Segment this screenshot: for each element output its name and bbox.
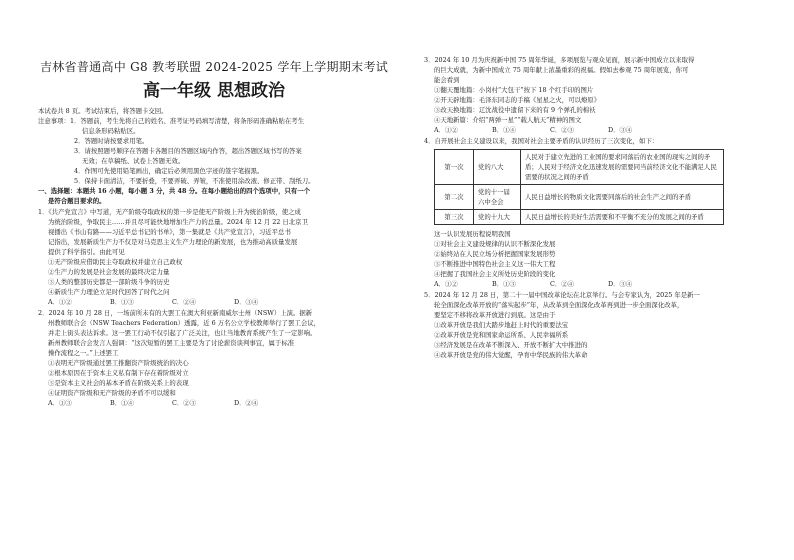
option-item: ④把握了我国社会主义所处历史阶段的变化	[434, 270, 556, 278]
question-stem-line: 3．2024 年 10 月为庆祝新中国 75 周年华诞，多项展览与观众见面，展示新中国成立以来取得	[424, 56, 695, 64]
question-stem-line: 并走上街头表达诉求。这一罢工行动不仅引起了广泛关注，也让当地教育系统产生了一定影响。	[48, 329, 317, 337]
table-cell: 人民日益增长的物质文化需要同落后的社会生产之间的矛盾	[521, 185, 724, 210]
table-cell: 第二次	[435, 185, 474, 210]
table-cell: 党的十一届六中全会	[474, 185, 521, 210]
choice-d: D．③④	[608, 280, 633, 288]
choice-b: B．①④	[492, 126, 516, 134]
option-item: ③经济发展是在改革不断深入、开放不断扩大中推进的	[434, 341, 588, 349]
answer-choices	[38, 398, 390, 408]
option-item: ②根本原因在于资本主义私有制下存在着阶级对立	[48, 369, 189, 377]
option-item: ②开天辟地篇：毛泽东同志的手稿《星星之火，可以燎原》	[434, 96, 601, 104]
option-item: ②生产力的发展是社会发展的最终决定力量	[48, 268, 170, 276]
choice-a: A．①②	[434, 126, 458, 134]
table-cell: 第一次	[435, 150, 474, 185]
question-1	[38, 207, 390, 307]
question-lead: 这一认识发展历程说明我国	[434, 230, 511, 238]
question-stem-line: 新州教师联合会发言人强调：“这次短暂的罢工主要是为了讨论薪资谈判事宜，属于标准	[48, 339, 295, 347]
choice-d: D．③④	[608, 126, 633, 134]
option-item: ②改革开放是党和国家命运所系、人民幸福所系	[434, 331, 569, 339]
note-line: 5．保持卡面清洁，不要折叠，不要弄破、弄皱，不准使用涂改液、修正带、刮纸刀。	[74, 177, 315, 185]
question-stem-line: 1．《共产党宣言》中写道，无产阶级夺取政权的第一步是使无产阶级上升为统治阶级，使之成	[38, 208, 301, 216]
notes-block	[38, 116, 390, 126]
question-stem-line: 2．2024 年 10 月 28 日，一场前所未有的大罢工在澳大利亚新南威尔士州（NSW）上演。据新	[38, 309, 313, 317]
choice-b: B．①④	[110, 399, 134, 407]
choice-a: A．①③	[48, 399, 72, 407]
question-stem-line: 轮全面深化改革开放的“落实起步”年，从改革到全面深化改革再到进一步全面深化改革，	[434, 301, 684, 309]
right-column	[424, 54, 768, 360]
question-stem-line: 的巨大成就，为新中国成立 75 周年献上浓墨重彩的祝福。假如去参观 75 周年展览，你可	[434, 66, 689, 74]
note-line: 3．请按照题号顺序在答题卡各题目的答题区域内作答，超出答题区域书写的答案	[74, 147, 302, 155]
option-item: ④改革开放是党的伟大觉醒，孕育中华民族的伟大革命	[434, 351, 588, 359]
option-item: ④天地新篇：介绍“两弹一星”“载人航天”精神的图文	[434, 116, 582, 124]
note-line: 2．答题时请按要求用笔。	[74, 137, 149, 145]
choice-b: B．①③	[492, 280, 516, 288]
choice-a: A．①②	[434, 280, 458, 288]
option-item: ①改革开放是我们大踏步地赶上时代的重要法宝	[434, 321, 569, 329]
choice-c: C．②④	[550, 280, 575, 288]
contradiction-table	[434, 149, 724, 225]
question-stem-line: 州教师联合会（NSW Teachers Federation）透露，近 6 万名公立学校教师举行了罢工会议，	[48, 319, 321, 327]
option-item: ③人类的整部历史都是一部阶级斗争的历史	[48, 278, 170, 286]
option-item: ①翻天覆地篇：小岗村“大包干”按下 18 个红手印的图片	[434, 86, 594, 94]
choice-b: B．①③	[110, 298, 134, 306]
question-4	[424, 136, 768, 289]
note-line: 1．答题前，考生先将自己的姓名、准考证号码填写清楚，将条形码准确粘贴在考生	[69, 117, 305, 125]
choice-c: C．②③	[550, 126, 575, 134]
question-3	[424, 55, 768, 135]
note-line: 4．作图可先使用铅笔画出，确定后必须用黑色字迹的签字笔描黑。	[74, 167, 264, 175]
question-stem-line: 为统治阶级，争取民主……并且尽可能快地增加生产力的总量。2024 年 12 月 22 日北京卫	[48, 218, 308, 226]
table-cell: 人民对于建立先进的工业国的要求同落后的农业国的现实之间的矛盾；人民对于经济文化迅速发展的需要同当前经济文化不能满足人民需要的状况之间的矛盾	[521, 150, 724, 185]
option-item: ①无产阶级应借助民主夺取政权并建立自己政权	[48, 258, 183, 266]
option-item: ③是资本主义社会的基本矛盾在阶级关系上的表现	[48, 379, 189, 387]
section-heading-cont: 是符合题目要求的。	[48, 197, 106, 205]
choice-a: A．①②	[48, 298, 72, 306]
pages-note: 本试卷共 8 页。考试结束后，将答题卡交回。	[38, 107, 168, 115]
choice-c: C．②④	[172, 298, 197, 306]
table-cell: 党的八大	[474, 150, 521, 185]
question-stem-line: 能会看到	[434, 76, 460, 84]
table-cell: 人民日益增长的美好生活需要和不平衡不充分的发展之间的矛盾	[521, 210, 724, 225]
answer-choices	[38, 297, 390, 307]
choice-d: D．③④	[234, 298, 259, 306]
question-stem-line: 5．2024 年 12 月 28 日，第二十一届中国改革论坛在北京举行。与会专家认为，2025 年是新一	[424, 291, 700, 299]
section-heading: 一、选择题：本题共 16 小题，每小题 3 分，共 48 分。在每小题给出的四个选项中，只有一个	[38, 187, 311, 195]
answer-choices	[424, 125, 768, 135]
option-item: ④证明资产阶级和无产阶级的矛盾不可以缓和	[48, 389, 176, 397]
question-5	[424, 290, 768, 360]
table-cell: 第三次	[435, 210, 474, 225]
option-item: ③改天换地篇：辽沈战役中遗留下来的有 9 个弹孔的棉袄	[434, 106, 596, 114]
table-row	[435, 150, 724, 185]
table-cell: 党的十九大	[474, 210, 521, 225]
note-line: 无效；在草稿纸、试卷上答题无效。	[82, 157, 185, 165]
option-item: ①表明无产阶级通过罢工推翻资产阶级统治的决心	[48, 359, 189, 367]
choice-d: D．②④	[234, 399, 259, 407]
option-item: ②始终站在人民立场分析把握国家发展形势	[434, 250, 556, 258]
option-item: ④新质生产力理论立足时代回答了时代之问	[48, 288, 170, 296]
answer-choices	[424, 279, 768, 289]
option-item: ①对社会主义建设规律的认识不断深化发展	[434, 240, 556, 248]
question-stem-line: 视播出《书山有路——习近平总书记的书单》，第一集就是《共产党宣言》，习近平总书	[48, 228, 291, 236]
exam-subtitle: 高一年级 思想政治	[143, 81, 285, 101]
left-column	[38, 52, 390, 408]
question-stem-line: 操作流程之一。”上述罢工	[48, 349, 119, 357]
question-2	[38, 308, 390, 408]
notes-label: 注意事项：	[38, 117, 70, 125]
table-row	[435, 210, 724, 225]
option-item: ③不断推进中国特色社会主义这一伟大工程	[434, 260, 556, 268]
question-stem-line: 记指出，发展新质生产力不仅是对马克思主义生产力理论的新发展，也为推动高质量发展	[48, 238, 298, 246]
question-stem-line: 提供了科学指引。由此可见	[48, 248, 125, 256]
note-line: 信息条形码粘贴区。	[82, 127, 140, 135]
question-stem-line: 4．自开展社会主义建设以来，我国对社会主要矛盾的认识经历了三次变化，如下：	[424, 137, 659, 145]
question-stem-line: 要坚定不移将改革开放进行到底。这是由于	[434, 311, 556, 319]
table-row	[435, 185, 724, 210]
exam-title: 吉林省普通高中 G8 教考联盟 2024-2025 学年上学期期末考试	[39, 60, 389, 74]
choice-c: C．②③	[172, 399, 197, 407]
